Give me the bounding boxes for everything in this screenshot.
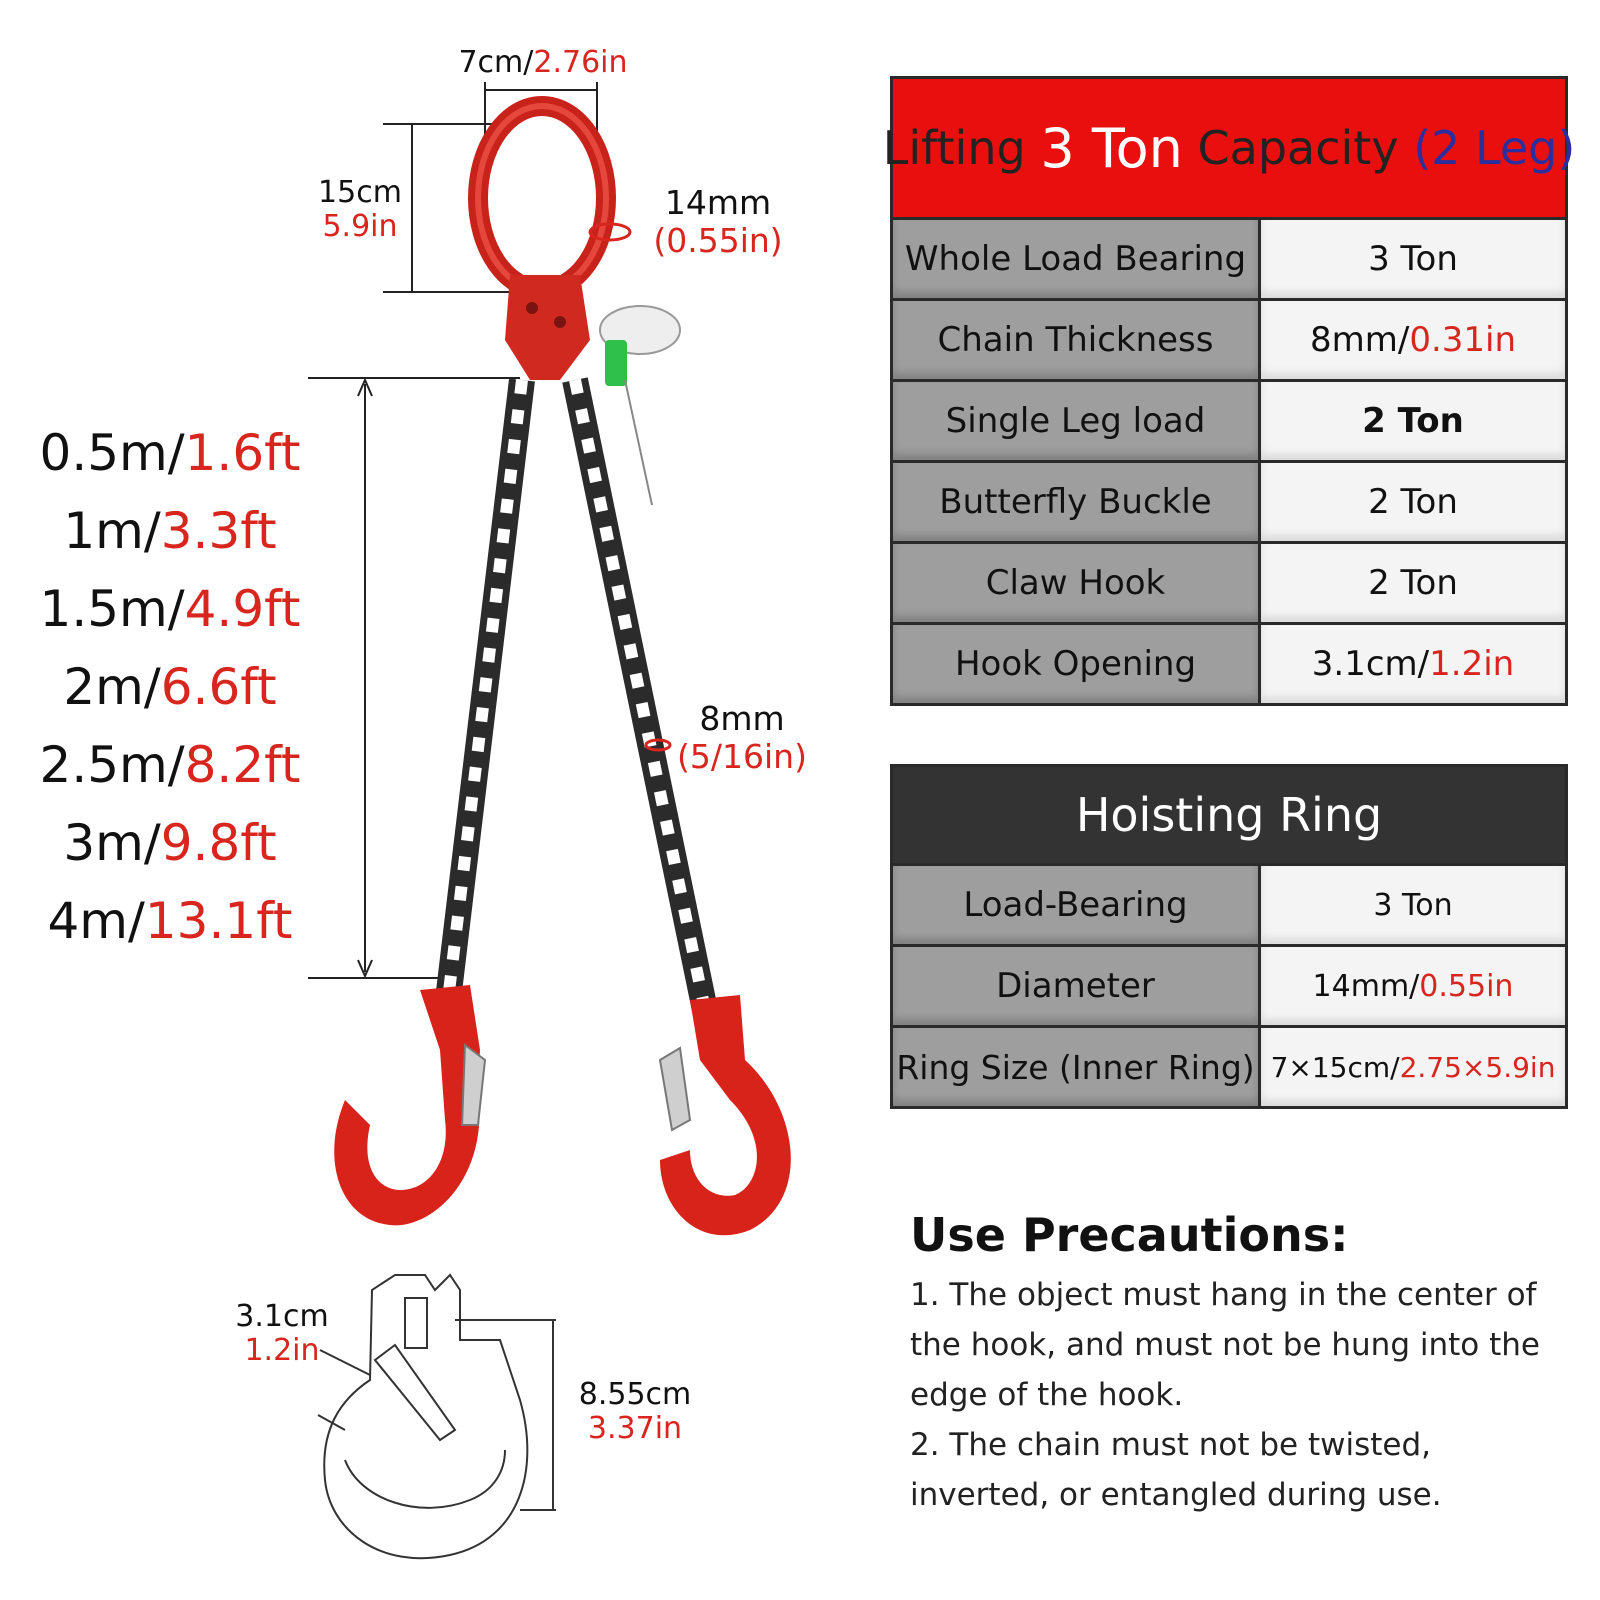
ring-thickness-in: (0.55in) [653, 221, 783, 260]
ring-height-in: 5.9in [322, 209, 398, 244]
master-ring-shape [478, 106, 630, 290]
hoisting-ring-table [890, 764, 1568, 1109]
ring-table-title: Hoisting Ring [893, 767, 1565, 863]
hook-opening-cm: 3.1cm [235, 1299, 329, 1334]
certificate-tag-shape [600, 306, 680, 505]
row-label: Butterfly Buckle [893, 463, 1261, 541]
length-option: 1m/3.3ft [63, 502, 277, 560]
ring-height-label [310, 176, 410, 244]
table-row [893, 460, 1565, 541]
row-value: 3.1cm/ 1.2in [1261, 625, 1565, 703]
ring-width-cm: 7cm/ [458, 45, 534, 80]
hook-diagram-shape [318, 1275, 556, 1558]
title-lifting: Lifting [882, 121, 1026, 175]
row-value: 3 Ton [1261, 866, 1565, 944]
length-option: 2.5m/8.2ft [39, 736, 301, 794]
chain-thickness-in: (5/16in) [677, 737, 807, 776]
table-row [893, 298, 1565, 379]
row-label: Load-Bearing [893, 866, 1261, 944]
title-ton: 3 Ton [1040, 116, 1183, 180]
hook-opening-label [232, 1300, 332, 1368]
table-row [893, 1025, 1565, 1106]
row-label: Claw Hook [893, 544, 1261, 622]
ring-width-label [458, 46, 628, 80]
row-label: Ring Size (Inner Ring) [893, 1028, 1261, 1106]
load-capacity-table [882, 76, 1576, 706]
precaution-item: 1. The object must hang in the center of the hook, and must not be hung into the edge of the hook. [910, 1277, 1540, 1413]
ring-height-cm: 15cm [318, 175, 402, 210]
title-legs: (2 Leg) [1413, 121, 1576, 175]
row-label: Whole Load Bearing [893, 220, 1261, 298]
chain-thickness-mm: 8mm [699, 699, 785, 738]
length-options-list [30, 414, 310, 960]
hook-height-label [570, 1378, 700, 1446]
chain-right-shape [575, 380, 705, 1010]
table-row [893, 944, 1565, 1025]
precautions-heading: Use Precautions: [910, 1208, 1349, 1262]
chain-left-shape [448, 380, 522, 1000]
ring-thickness-mm: 14mm [664, 183, 772, 222]
ring-thickness-label [648, 184, 788, 260]
row-label: Hook Opening [893, 625, 1261, 703]
title-capacity: Capacity [1197, 121, 1399, 175]
precaution-item: 2. The chain must not be twisted, inverted, or entangled during use. [910, 1427, 1442, 1513]
row-label: Single Leg load [893, 382, 1261, 460]
table-row [893, 541, 1565, 622]
row-label: Chain Thickness [893, 301, 1261, 379]
length-option: 3m/9.8ft [63, 814, 277, 872]
hook-height-in: 3.37in [587, 1411, 683, 1446]
table-row [893, 863, 1565, 944]
table-row [893, 217, 1565, 298]
table-row [893, 379, 1565, 460]
hook-right-shape [660, 995, 791, 1235]
row-value: 8mm/ 0.31in [1261, 301, 1565, 379]
length-option: 1.5m/4.9ft [39, 580, 301, 638]
load-table-title [882, 79, 1576, 217]
use-precautions [910, 1208, 1570, 1520]
hook-left-shape [334, 985, 485, 1225]
hook-height-cm: 8.55cm [578, 1377, 692, 1412]
row-value: 2 Ton [1261, 544, 1565, 622]
ring-width-in: 2.76in [533, 45, 628, 80]
row-value: 2 Ton [1261, 463, 1565, 541]
row-label: Diameter [893, 947, 1261, 1025]
row-value: 7×15cm/ 2.75×5.9in [1261, 1028, 1565, 1106]
row-value: 3 Ton [1261, 220, 1565, 298]
chain-thickness-label [672, 700, 812, 776]
length-option: 0.5m/1.6ft [39, 424, 301, 482]
butterfly-buckle-shape [505, 275, 590, 380]
length-option: 4m/13.1ft [47, 892, 293, 950]
length-option: 2m/6.6ft [63, 658, 277, 716]
row-value: 2 Ton [1261, 382, 1565, 460]
hook-opening-in: 1.2in [244, 1333, 320, 1368]
row-value: 14mm/ 0.55in [1261, 947, 1565, 1025]
table-row [893, 622, 1565, 703]
